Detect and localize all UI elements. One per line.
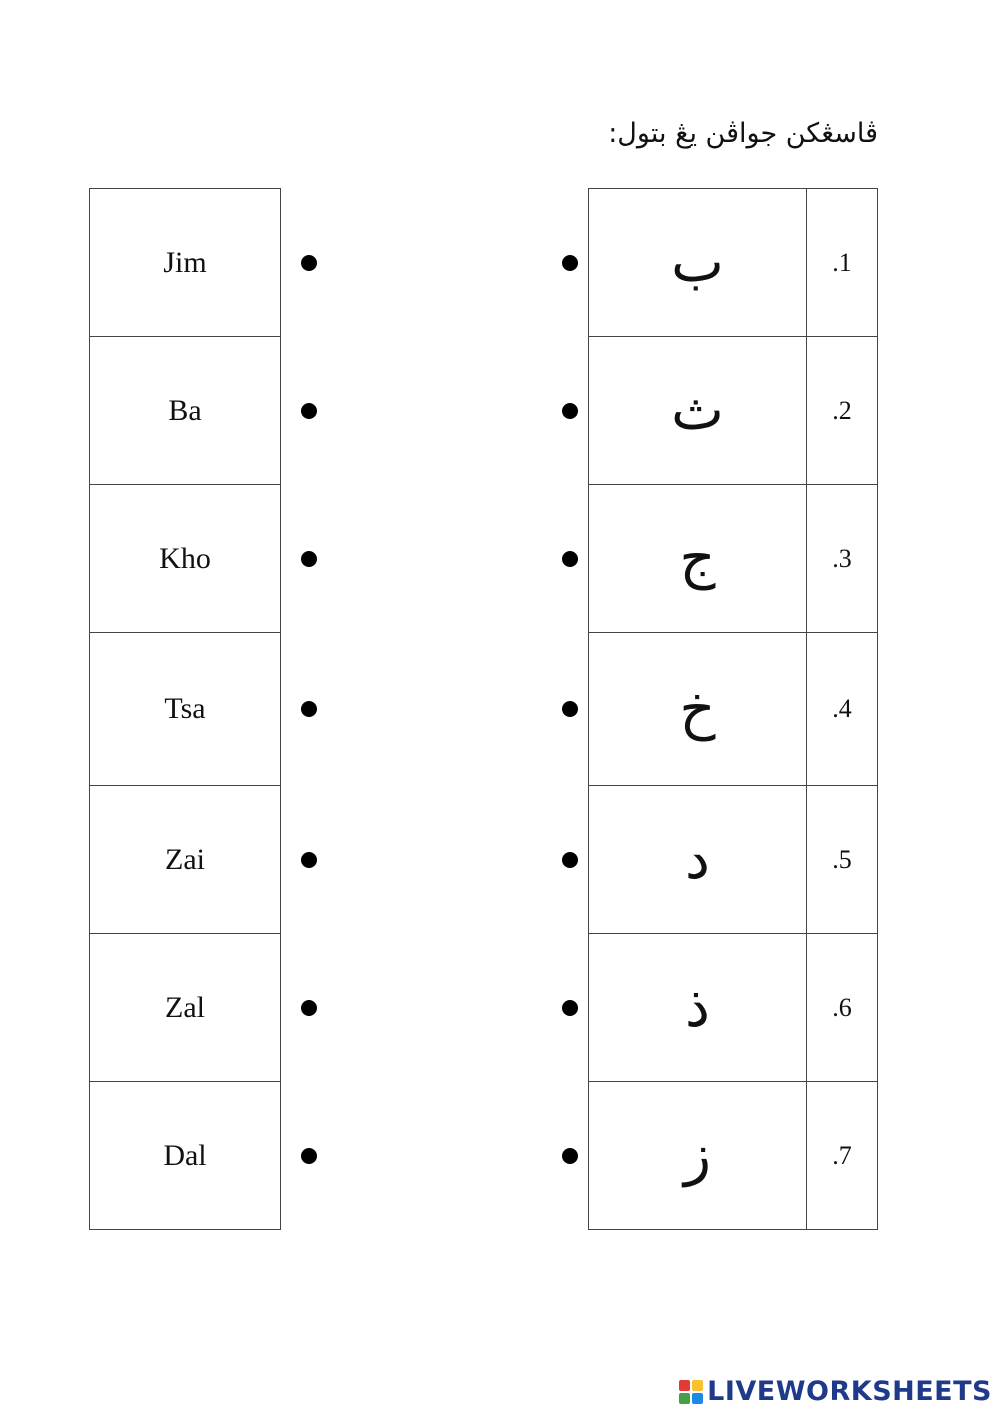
- left-match-dot[interactable]: [301, 1000, 317, 1016]
- name-cell: Kho: [90, 485, 281, 633]
- right-match-dot[interactable]: [562, 1148, 578, 1164]
- names-row: [90, 633, 281, 786]
- right-match-dot[interactable]: [562, 1000, 578, 1016]
- row-number: .3: [807, 485, 878, 633]
- jawi-letter-cell: د: [589, 786, 807, 934]
- name-cell: Ba: [90, 337, 281, 485]
- liveworksheets-logo: [679, 1376, 992, 1407]
- right-match-dot[interactable]: [562, 403, 578, 419]
- name-cell: Dal: [90, 1082, 281, 1230]
- row-number: .2: [807, 337, 878, 485]
- row-number: .4: [807, 633, 878, 786]
- jawi-letter-cell: خ: [589, 633, 807, 786]
- row-number: .6: [807, 934, 878, 1082]
- jawi-letter-cell: ذ: [589, 934, 807, 1082]
- letters-row: [589, 337, 878, 485]
- jawi-letter-cell: ج: [589, 485, 807, 633]
- right-match-dot[interactable]: [562, 551, 578, 567]
- name-cell: Tsa: [90, 633, 281, 786]
- jawi-letter-cell: ث: [589, 337, 807, 485]
- names-row: [90, 934, 281, 1082]
- name-cell: Zai: [90, 786, 281, 934]
- left-match-dot[interactable]: [301, 403, 317, 419]
- letters-row: [589, 633, 878, 786]
- jawi-letter-cell: ب: [589, 189, 807, 337]
- right-match-dot[interactable]: [562, 255, 578, 271]
- name-cell: Zal: [90, 934, 281, 1082]
- names-row: [90, 786, 281, 934]
- letters-row: [589, 189, 878, 337]
- left-match-dot[interactable]: [301, 551, 317, 567]
- left-match-dot[interactable]: [301, 255, 317, 271]
- letters-row: [589, 1082, 878, 1230]
- row-number: .7: [807, 1082, 878, 1230]
- jawi-letter-cell: ز: [589, 1082, 807, 1230]
- name-cell: Jim: [90, 189, 281, 337]
- names-row: [90, 1082, 281, 1230]
- logo-icon: [679, 1380, 703, 1404]
- names-row: [90, 337, 281, 485]
- letters-row: [589, 934, 878, 1082]
- row-number: .5: [807, 786, 878, 934]
- left-match-dot[interactable]: [301, 701, 317, 717]
- names-row: [90, 189, 281, 337]
- instruction-text: ڤاسڠکن جواڤن يڠ بتول:: [608, 118, 878, 149]
- names-table: [89, 188, 281, 1230]
- logo-text: LIVEWORKSHEETS: [707, 1376, 992, 1407]
- left-match-dot[interactable]: [301, 1148, 317, 1164]
- row-number: .1: [807, 189, 878, 337]
- right-match-dot[interactable]: [562, 701, 578, 717]
- letters-row: [589, 786, 878, 934]
- names-row: [90, 485, 281, 633]
- right-match-dot[interactable]: [562, 852, 578, 868]
- letters-table: [588, 188, 878, 1230]
- letters-row: [589, 485, 878, 633]
- left-match-dot[interactable]: [301, 852, 317, 868]
